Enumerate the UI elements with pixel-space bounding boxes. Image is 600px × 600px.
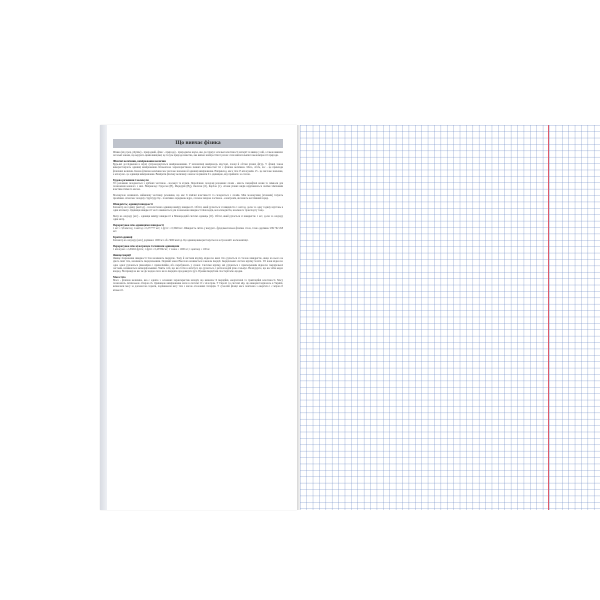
section-paragraph: Метр на секунду (м/с) - одиниця виміру швидкості в Міжнародній системі одиниць (СІ). Об'єкт, який рухається зі швидкістю 1 м/с, долає за секунду один метр. (113, 214, 283, 222)
text-section (113, 194, 283, 200)
reference-text (113, 151, 283, 292)
section-paragraph: Фізика (від грец. physike) - природний, фізис - природа) - природнича наука, яка досліджує загальні властивості матерії та явища у ній, а також виявляє загальні закони, що керують цими явищами; це галузь природознавства, яка вивчає найпростіші і разом з тим найзагальніші закономірності природи. (113, 151, 283, 158)
section-heading: Перерахунок між одиницями швидкості (113, 223, 164, 227)
section-paragraph: 1 кілограм = 2,20462 фунта; 1 фунт = 0,453592 кг; 1 тонна = 1000 кг; 1 центнер = 100 кг. (113, 248, 211, 252)
section-heading: Кратні одиниці (113, 236, 133, 240)
margin-line (548, 125, 549, 510)
section-paragraph: Кілометр на секунду (км/с) дорівнює 1000 м/с або 3600 км/год. Ця одиниця використовується в астрономії і космонавтиці. (113, 239, 249, 243)
text-section (113, 245, 283, 251)
grid-page (300, 125, 600, 510)
text-section (113, 254, 283, 273)
section-heading: Швидкість; одиниці швидкості (113, 202, 153, 206)
page-title: Що вивчає фізика (175, 140, 221, 146)
section-heading: Маса тіла (113, 275, 126, 279)
text-section (113, 224, 283, 234)
section-heading: Будова речовини і молекули (113, 178, 149, 182)
text-section (113, 236, 283, 242)
left-printed-page (100, 125, 297, 510)
section-paragraph: Молекулою називають найменшу частинку речовини, що має її хімічні властивості та складається з атомів. Між молекулами (атомами) існують проміжки. Атом має складну структуру. Це - позитивно заряджене ядро, оточене хмарою частинок - електронів, які мають негативний заряд. (113, 193, 283, 201)
section-heading: Фізичні величини, вимірювання величин (113, 160, 166, 163)
section-heading: Явище інерції (113, 254, 131, 258)
section-heading: Перерахунок між кілограмом та іншими одиницями (113, 245, 180, 249)
section-paragraph: Кілометр на годину (км/год) - позасистемна одиниця виміру швидкості. Об'єкт, який рухається зі швидкістю 1 км/год, долає за одну годину відстань в один кілометр. Одиниця швидкості часто вживається для позначення швидкості пішоходів, велосипедистів, наземного транспорту тощо. (113, 206, 283, 213)
text-section (113, 215, 283, 221)
page-edge-strip (100, 125, 107, 510)
section-paragraph: Усі речовини складаються з дрібних частинок - молекул та атомів. Перелічимо складові речовини: атоми - мають специфічні назви та символи для позначення кожного з них. Наприклад: Гідроген (H), Меркурій (Hg), Оксиген (O), Карбон (C). Атоми різних видів відрізняються своїми хімічними властивостями та масою. (113, 181, 283, 192)
page-content-area (113, 139, 283, 499)
text-section (113, 151, 283, 157)
text-section (113, 160, 283, 176)
section-paragraph: 1 м/с = 3,6 км/год; 1 км/год = 0,277777 м/с; 1 фут/с = 0,3048 м/с. Швидкість світла у вакуумі - фундаментальна фізична стала, точно дорівнює 299 792 458 м/с. (113, 227, 283, 234)
section-paragraph: Явище збереження швидкості тіла називають інерцією. Тому й системи відліку, відносно яких тіло рухається зі сталою швидкістю, якщо на нього не діють інші тіла, називають інерціальними. Перший закон Ньютона називається законом інерції. Інерціальних систем відліку безліч. Усі вони відносно одна одної рухаються рівномірно і прямолінійно або перебувають у спокої. Системи відліку, які рухаються з прискоренням відносно інерціальної системи, називаються неінерціальними. Уявіть собі, що ви стоїте в автобусі, що рухається, і раптом водій різко гальмує. Ви відчуєте, що вас ніби кидає вперед. Насправді на вас не діє жодна сила: ви за інерцією продовжуєте рух. Прояви інерції ми спостерігаємо щодня. (113, 257, 283, 274)
text-section (113, 276, 283, 292)
section-paragraph: Будь-які дослідження в науці супроводжуються вимірюваннями. У математиці вимірюють відстані, площі й об'єми різних фігур. У фізиці також використовують одиниці вимірювання. Кількісною характеристикою певних властивостей тіл є фізична величина. Маса, об'єм, час - це приклади фізичних величин. Кожна фізична величина має числове значення й одиниці вимірювання. Наприклад, маса тіла 25 кілограмів. 25 - це числове значення, а кілограм - це одиниця вимірювання. Виміряти фізичну величину означає порівняти її з одиницею, яку прийнято за еталон. (113, 163, 283, 176)
section-paragraph: Маса - фізична величина, яка є однією з основних характеристик матерії, що визначає її інерційні, енергетичні та гравітаційні властивості. Масу позначають латинською літерою m. Одиницею вимірювання маси в системі СІ є кілограм. У Європі і в системі мір, що використовувалась в Україні, визначали масу за допомогою терезів, порівнюючи вагу тіла з вагою еталонних тягарців. У сучасній фізиці маса пов'язана з енергією і є мірою її кількості. (113, 279, 283, 292)
text-section (113, 203, 283, 213)
text-section (113, 179, 283, 192)
